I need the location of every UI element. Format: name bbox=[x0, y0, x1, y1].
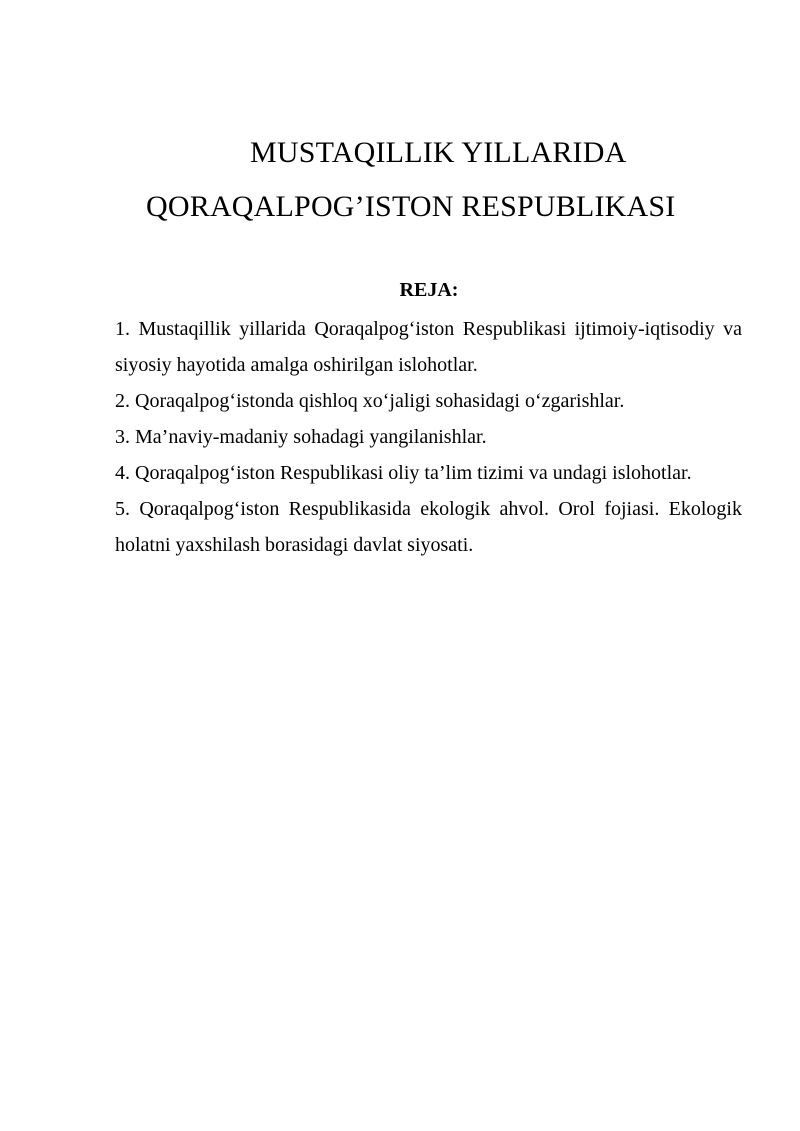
title-line-1: MUSTAQILLIK YILLARIDA bbox=[250, 136, 627, 169]
plan-item-5: 5. Qoraqalpog‘iston Respublikasida ekologik ahvol. Orol fojiasi. Ekologik holatni yaxshilash borasidagi davlat siyosati. bbox=[115, 498, 742, 556]
title-line-2: QORAQALPOG’ISTON RESPUBLIKASI bbox=[146, 190, 676, 223]
plan-item-2: 2. Qoraqalpog‘istonda qishloq xo‘jaligi sohasidagi o‘zgarishlar. bbox=[115, 390, 625, 412]
plan-heading: REJA: bbox=[399, 279, 459, 301]
plan-list bbox=[115, 311, 742, 563]
plan-item-3: 3. Ma’naviy-madaniy sohadagi yangilanishlar. bbox=[115, 426, 487, 448]
plan-item-1: 1. Mustaqillik yillarida Qoraqalpog‘iston Respublikasi ijtimoiy-iqtisodiy va siyosiy hayotida amalga oshirilgan islohotlar. bbox=[115, 318, 742, 376]
plan-item-4: 4. Qoraqalpog‘iston Respublikasi oliy ta’lim tizimi va undagi islohotlar. bbox=[115, 462, 692, 484]
